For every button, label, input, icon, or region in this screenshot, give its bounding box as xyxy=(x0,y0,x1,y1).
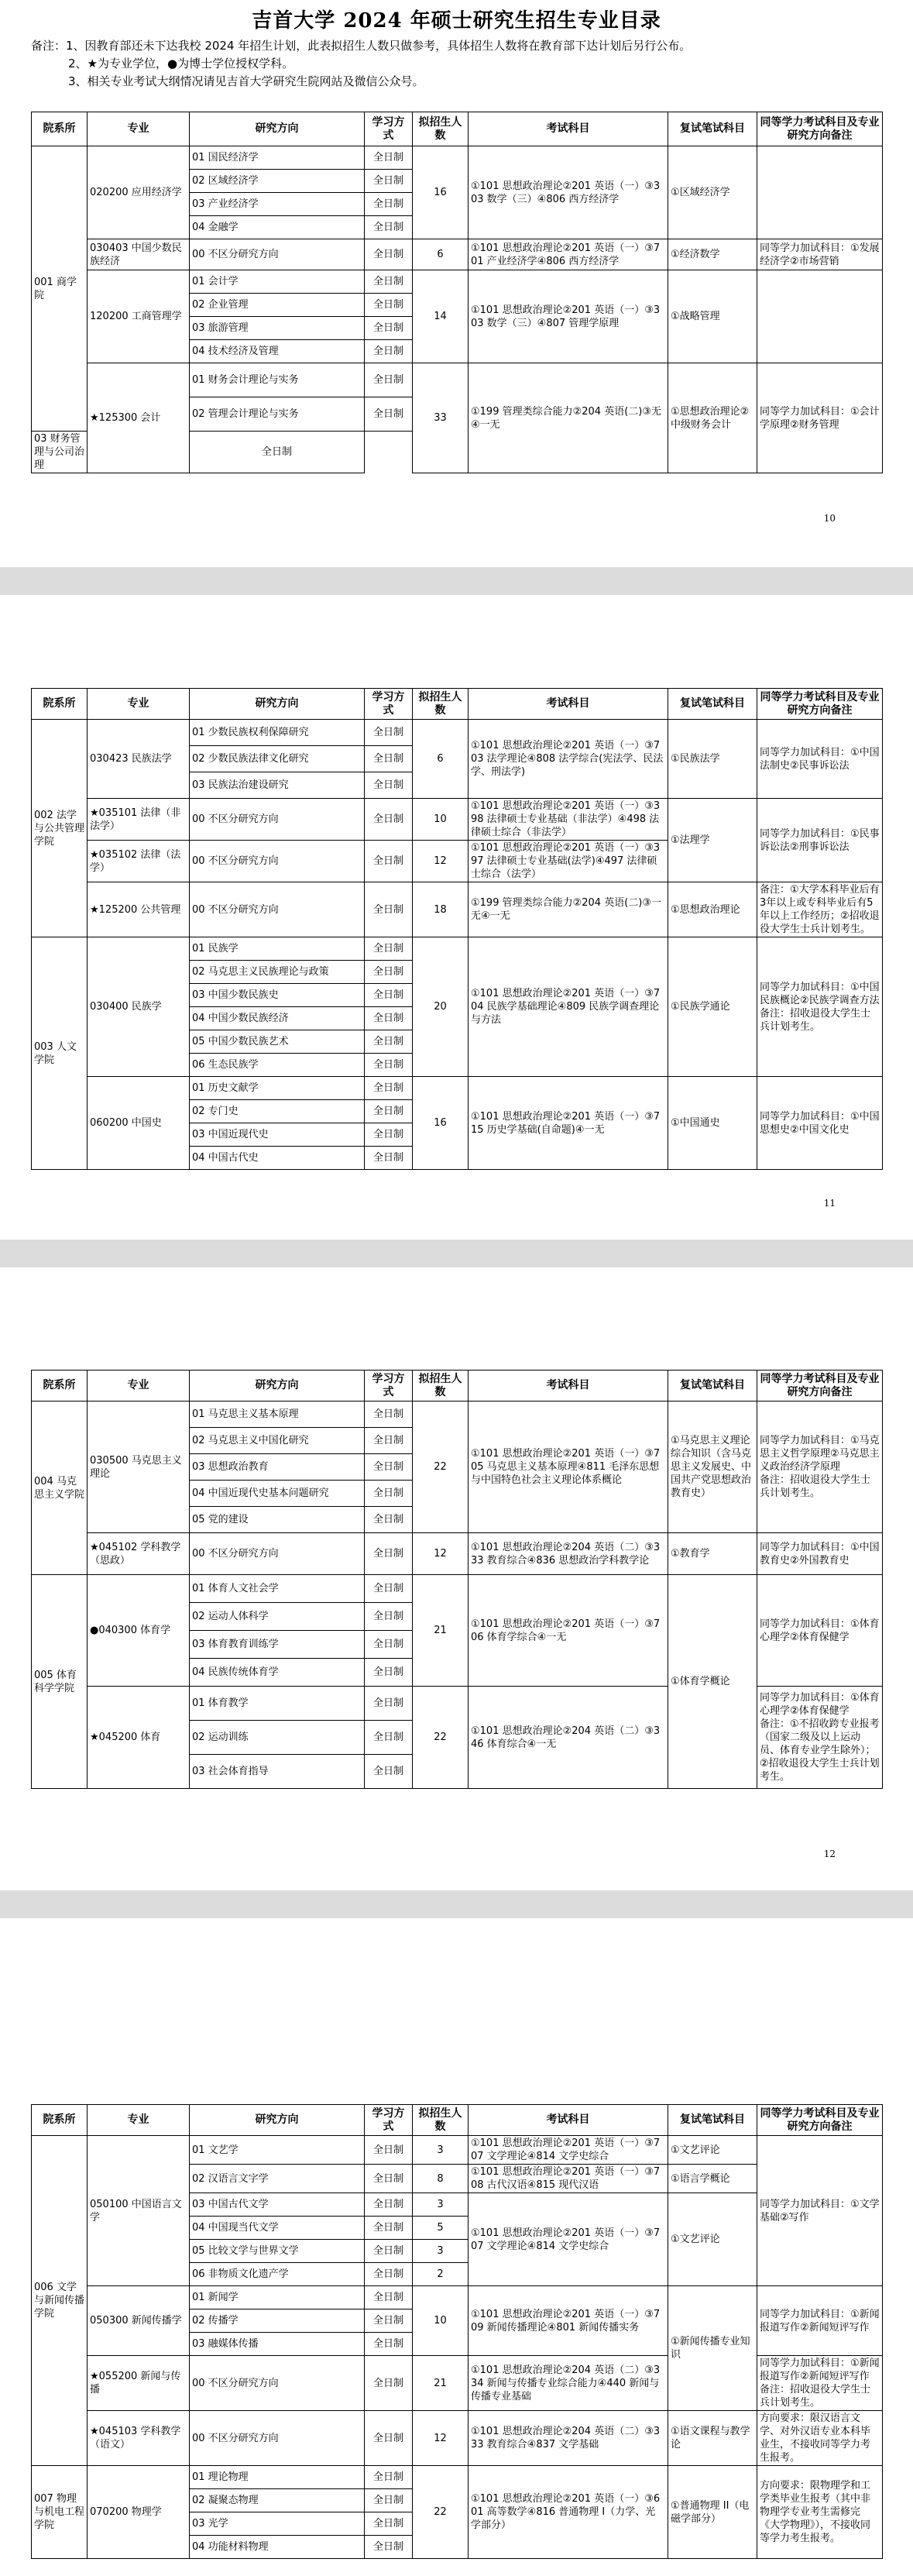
table-cell: 01 少数民族权利保障研究 xyxy=(190,720,365,746)
table-cell: 01 民族学 xyxy=(190,937,365,961)
table-cell: 全日制 xyxy=(365,2466,413,2489)
table-cell: 12 xyxy=(413,2411,469,2466)
table-cell: 全日制 xyxy=(365,841,413,882)
table-cell: ★045200 体育 xyxy=(88,1687,190,1789)
table-cell: ①101 思想政治理论②204 英语（二）③346 体育综合④一无 xyxy=(469,1687,668,1789)
table-cell: 同等学力加试科目：①中国法制史②民事诉讼法 xyxy=(757,720,883,799)
table-cell: ①法理学 xyxy=(668,799,757,882)
table-cell: ①101 思想政治理论②204 英语（二）③334 新闻与传播专业综合能力④440 新闻与传播专业基础 xyxy=(469,2356,668,2411)
table-cell: 03 旅游管理 xyxy=(190,317,365,340)
table-cell: 全日制 xyxy=(365,397,413,432)
table-cell: 120200 工商管理学 xyxy=(88,270,190,363)
table-cell: 030423 民族法学 xyxy=(88,720,190,799)
table-cell: 全日制 xyxy=(365,772,413,799)
table-cell: 03 光学 xyxy=(190,2512,365,2536)
catalog-table xyxy=(31,1370,883,1789)
column-header: 考试科目 xyxy=(469,2105,668,2136)
table-cell: 030500 马克思主义理论 xyxy=(88,1401,190,1533)
table-cell: ★125300 会计 xyxy=(88,363,190,473)
table-cell: ①101 思想政治理论②201 英语（一）③703 法学理论④808 法学综合(宪法学、民法学、刑法学) xyxy=(469,720,668,799)
table-cell: 全日制 xyxy=(365,1575,413,1603)
table-cell: 同等学力加试科目：①民事诉讼法②刑事诉讼法 xyxy=(757,799,883,882)
table-cell: ①经济数学 xyxy=(668,239,757,270)
table-cell: ①区域经济学 xyxy=(668,146,757,239)
table-cell: ①新闻传播专业知识 xyxy=(668,2286,757,2411)
table-row xyxy=(32,1575,883,1603)
table-cell: 00 不区分研究方向 xyxy=(190,841,365,882)
table-cell: 16 xyxy=(413,146,469,239)
table-cell: ★055200 新闻与传播 xyxy=(88,2356,190,2411)
table-cell: 01 会计学 xyxy=(190,270,365,294)
document-page-2 xyxy=(0,595,913,1240)
table-row xyxy=(32,1533,883,1575)
table-cell: ①101 思想政治理论②201 英语（一）③706 体育学综合④一无 xyxy=(469,1575,668,1687)
table-cell: 全日制 xyxy=(365,2165,413,2193)
table-cell: 01 体育人文社会学 xyxy=(190,1575,365,1603)
table-cell: 全日制 xyxy=(365,317,413,340)
table-cell: 方向要求：限汉语言文学、对外汉语专业本科毕业生，不接收同等学力考生报考。 xyxy=(757,2411,883,2466)
table-cell: 03 财务管理与公司治理 xyxy=(32,432,88,473)
table-cell: 全日制 xyxy=(365,2536,413,2559)
table-cell: ①民族学通论 xyxy=(668,937,757,1077)
table-cell: 020200 应用经济学 xyxy=(88,146,190,239)
column-header: 复试笔试科目 xyxy=(668,1371,757,1401)
table-row xyxy=(32,1401,883,1428)
header-row xyxy=(32,2105,883,2136)
page-gap xyxy=(0,1890,913,1918)
table-cell: 全日制 xyxy=(190,432,365,473)
table-cell: 同等学力加试科目：①新闻报道写作②新闻短评写作 xyxy=(757,2286,883,2356)
table-cell: 06 非物质文化遗产学 xyxy=(190,2263,365,2286)
column-header: 拟招生人数 xyxy=(413,1371,469,1401)
column-header: 专业 xyxy=(88,1371,190,1401)
table-cell: 全日制 xyxy=(365,720,413,746)
header-row xyxy=(32,1371,883,1401)
table-cell: 33 xyxy=(413,363,469,473)
table-cell: ①战略管理 xyxy=(668,270,757,363)
table-cell: ①普通物理 II（电磁学部分） xyxy=(668,2466,757,2559)
table-cell: 007 物理与机电工程学院 xyxy=(32,2466,88,2559)
table-cell: ①101 思想政治理论②201 英语（一）③715 历史学基础(自命题)④一无 xyxy=(469,1077,668,1170)
header-row xyxy=(32,112,883,146)
table-row xyxy=(32,720,883,746)
table-cell: ①101 思想政治理论②201 英语（一）③398 法律硕士专业基础（非法学）④498 法律硕士综合（非法学） xyxy=(469,799,668,841)
table-cell: 2 xyxy=(413,2263,469,2286)
table-cell: 全日制 xyxy=(365,1077,413,1100)
table-cell: ①101 思想政治理论②201 英语（一）③303 数学（三）④806 西方经济学 xyxy=(469,146,668,239)
table-cell: 全日制 xyxy=(365,2512,413,2536)
table-cell: 005 体育科学学院 xyxy=(32,1575,88,1789)
table-cell: 01 理论物理 xyxy=(190,2466,365,2489)
table-cell: 050300 新闻传播学 xyxy=(88,2286,190,2356)
table-cell: ①民族法学 xyxy=(668,720,757,799)
table-cell: ①101 思想政治理论②201 英语（一）③601 高等数学④816 普通物理 I（力学、光学部分） xyxy=(469,2466,668,2559)
table-cell: ★045103 学科教学（语文） xyxy=(88,2411,190,2466)
table-cell: 全日制 xyxy=(365,239,413,270)
table-cell: 00 不区分研究方向 xyxy=(190,882,365,937)
table-row xyxy=(32,146,883,170)
column-header: 同等学力考试科目及专业研究方向备注 xyxy=(757,2105,883,2136)
table-cell: 04 中国古代史 xyxy=(190,1147,365,1170)
notes-block xyxy=(0,34,913,91)
table-cell: 全日制 xyxy=(365,1507,413,1533)
table-cell: 全日制 xyxy=(365,1007,413,1030)
table-cell: ●040300 体育学 xyxy=(88,1575,190,1687)
table-cell: 002 法学与公共管理学院 xyxy=(32,720,88,937)
table-cell: ①101 思想政治理论②201 英语（一）③701 产业经济学④806 西方经济学 xyxy=(469,239,668,270)
table-cell: 22 xyxy=(413,1401,469,1533)
table-cell: 04 技术经济及管理 xyxy=(190,340,365,363)
table-cell: ①思想政治理论②中级财务会计 xyxy=(668,363,757,473)
table-cell: 02 汉语言文字学 xyxy=(190,2165,365,2193)
table-cell: 02 运动人体科学 xyxy=(190,1603,365,1631)
table-cell: ①101 思想政治理论②201 英语（一）③303 数学（三）④807 管理学原理 xyxy=(469,270,668,363)
table-cell: 全日制 xyxy=(365,2333,413,2356)
table-cell: 00 不区分研究方向 xyxy=(190,2356,365,2411)
table-cell: ①199 管理类综合能力②204 英语(二)③一无④一无 xyxy=(469,882,668,937)
table-cell: ①文艺评论 xyxy=(668,2193,757,2286)
table-cell: 21 xyxy=(413,1575,469,1687)
table-cell: 18 xyxy=(413,882,469,937)
table-cell: 全日制 xyxy=(365,2309,413,2333)
table-cell: ★035101 法律（非法学） xyxy=(88,799,190,841)
table-cell: 00 不区分研究方向 xyxy=(190,1533,365,1575)
column-header: 复试笔试科目 xyxy=(668,2105,757,2136)
column-header: 研究方向 xyxy=(190,112,365,146)
table-cell: 03 中国少数民族史 xyxy=(190,984,365,1007)
table-cell: 方向要求：限物理学和工学类毕业生报考（其中非物理学专业考生需修完《大学物理》），不接收同等学力考生报考。 xyxy=(757,2466,883,2559)
table-cell: 01 马克思主义基本原理 xyxy=(190,1401,365,1428)
table-cell: 同等学力加试科目：①新闻报道写作②新闻短评写作 备注：招收退役大学生士兵计划考生。 xyxy=(757,2356,883,2411)
table-cell: 03 体育教育训练学 xyxy=(190,1631,365,1659)
table-cell: 全日制 xyxy=(365,1533,413,1575)
table-cell: ①马克思主义理论综合知识（含马克思主义发展史、中国共产党思想政治教育史） xyxy=(668,1401,757,1533)
column-header: 拟招生人数 xyxy=(413,2105,469,2136)
table-cell: 02 马克思主义民族理论与政策 xyxy=(190,961,365,984)
table-cell: 03 社会体育指导 xyxy=(190,1755,365,1789)
table-cell: 04 金融学 xyxy=(190,216,365,239)
table-cell: 05 比较文学与世界文学 xyxy=(190,2240,365,2263)
table-cell: 全日制 xyxy=(365,1481,413,1507)
table-cell: 04 民族传统体育学 xyxy=(190,1659,365,1687)
table-cell: ①体育学概论 xyxy=(668,1575,757,1789)
table-cell: 全日制 xyxy=(365,2411,413,2466)
table-row xyxy=(32,239,883,270)
table-cell: 全日制 xyxy=(365,363,413,397)
table-cell: 全日制 xyxy=(365,882,413,937)
column-header: 学习方式 xyxy=(365,2105,413,2136)
table-cell: 全日制 xyxy=(365,340,413,363)
table-cell: ①101 思想政治理论②201 英语（一）③708 古代汉语④815 现代汉语 xyxy=(469,2165,668,2193)
table-cell: 全日制 xyxy=(365,1755,413,1789)
table-cell: 00 不区分研究方向 xyxy=(190,239,365,270)
table-cell: ①101 思想政治理论②201 英语（一）③707 文学理论④814 文学史综合 xyxy=(469,2193,668,2286)
table-cell: 00 不区分研究方向 xyxy=(190,799,365,841)
table-cell: 同等学力加试科目：①体育心理学②体育保健学 xyxy=(757,1575,883,1687)
table-cell: 03 思想政治教育 xyxy=(190,1454,365,1481)
table-cell: 同等学力加试科目：①中国思想史②中国文化史 xyxy=(757,1077,883,1170)
table-cell: 同等学力加试科目：①体育心理学②体育保健学 备注：①不招收跨专业报考（国家二级及以上运动员、体育专业学生除外）；②招收退役大学生士兵计划考生。 xyxy=(757,1687,883,1789)
table-cell: 030403 中国少数民族经济 xyxy=(88,239,190,270)
table-cell: 6 xyxy=(413,239,469,270)
table-cell: 12 xyxy=(413,841,469,882)
table-cell: 全日制 xyxy=(365,2356,413,2411)
table-row xyxy=(32,799,883,841)
table-cell: 070200 物理学 xyxy=(88,2466,190,2559)
table-cell: 全日制 xyxy=(365,1687,413,1721)
table-cell: 全日制 xyxy=(365,1631,413,1659)
table-cell: 04 中国现当代文学 xyxy=(190,2217,365,2240)
table-cell: ①101 思想政治理论②204 英语（二）③333 教育综合④837 文学基础 xyxy=(469,2411,668,2466)
table-cell: 8 xyxy=(413,2165,469,2193)
column-header: 考试科目 xyxy=(469,1371,668,1401)
table-cell: 全日制 xyxy=(365,1100,413,1123)
table-cell: 全日制 xyxy=(365,2263,413,2286)
table-cell: 01 体育教学 xyxy=(190,1687,365,1721)
catalog-table xyxy=(31,112,883,473)
table-cell: 10 xyxy=(413,2286,469,2356)
column-header: 考试科目 xyxy=(469,112,668,146)
table-row xyxy=(32,2411,883,2466)
table-cell: 03 中国古代文学 xyxy=(190,2193,365,2217)
table-cell: ★045102 学科教学（思政） xyxy=(88,1533,190,1575)
table-cell xyxy=(757,146,883,239)
column-header: 学习方式 xyxy=(365,112,413,146)
column-header: 拟招生人数 xyxy=(413,112,469,146)
table-cell: ①语文课程与教学论 xyxy=(668,2411,757,2466)
column-header: 同等学力考试科目及专业研究方向备注 xyxy=(757,112,883,146)
table-cell: 05 中国少数民族艺术 xyxy=(190,1030,365,1054)
table-cell: 02 区域经济学 xyxy=(190,170,365,193)
table-cell: 01 历史文献学 xyxy=(190,1077,365,1100)
table-cell: ①101 思想政治理论②201 英语（一）③704 民族学基础理论④809 民族学调查理论与方法 xyxy=(469,937,668,1077)
column-header: 复试笔试科目 xyxy=(668,112,757,146)
table-row xyxy=(32,2136,883,2165)
table-cell: 全日制 xyxy=(365,1659,413,1687)
table-cell: 同等学力加试科目：①文学基础②写作 xyxy=(757,2136,883,2286)
table-cell: 全日制 xyxy=(365,2489,413,2512)
table-cell: ①语言学概论 xyxy=(668,2165,757,2193)
column-header: 专业 xyxy=(88,689,190,720)
table-cell: 3 xyxy=(413,2136,469,2165)
column-header: 专业 xyxy=(88,2105,190,2136)
table-cell: 全日制 xyxy=(365,1123,413,1147)
table-cell: 5 xyxy=(413,2217,469,2240)
page-number: 12 xyxy=(823,1849,836,1859)
document-page-3 xyxy=(0,1267,913,1890)
table-cell: 全日制 xyxy=(365,1147,413,1170)
column-header: 专业 xyxy=(88,112,190,146)
column-header: 复试笔试科目 xyxy=(668,689,757,720)
table-cell: 全日制 xyxy=(365,746,413,772)
column-header: 学习方式 xyxy=(365,1371,413,1401)
table-cell: 全日制 xyxy=(365,193,413,216)
table-cell: 03 民族法治建设研究 xyxy=(190,772,365,799)
table-row xyxy=(32,937,883,961)
table-cell: 3 xyxy=(413,2193,469,2217)
note-line: 2、★为专业学位，●为博士学位授权学科。 xyxy=(68,57,294,71)
table-cell: ①199 管理类综合能力②204 英语(二)③无④一无 xyxy=(469,363,668,473)
table-cell: ①101 思想政治理论②201 英语（一）③707 文学理论④814 文学史综合 xyxy=(469,2136,668,2165)
table-cell: 16 xyxy=(413,1077,469,1170)
table-cell: 全日制 xyxy=(365,1603,413,1631)
table-cell: 全日制 xyxy=(365,2136,413,2165)
table-cell: 22 xyxy=(413,2466,469,2559)
table-cell: 02 专门史 xyxy=(190,1100,365,1123)
column-header: 研究方向 xyxy=(190,2105,365,2136)
page-gap xyxy=(0,567,913,595)
table-cell: 全日制 xyxy=(365,1030,413,1054)
table-cell: 同等学力加试科目：①马克思主义哲学原理②马克思主义政治经济学原理 备注：招收退役大学生士兵计划考生。 xyxy=(757,1401,883,1533)
column-header: 拟招生人数 xyxy=(413,689,469,720)
table-cell: 02 企业管理 xyxy=(190,294,365,317)
table-cell: 004 马克思主义学院 xyxy=(32,1401,88,1575)
table-cell: 全日制 xyxy=(365,984,413,1007)
column-header: 院系所 xyxy=(32,2105,88,2136)
table-cell: ①教育学 xyxy=(668,1533,757,1575)
table-cell: 全日制 xyxy=(365,2286,413,2309)
table-cell: 01 文艺学 xyxy=(190,2136,365,2165)
table-cell: 060200 中国史 xyxy=(88,1077,190,1170)
table-cell: 01 新闻学 xyxy=(190,2286,365,2309)
table-cell: 02 马克思主义中国化研究 xyxy=(190,1428,365,1454)
table-cell: 同等学力加试科目：①发展经济学②市场营销 xyxy=(757,239,883,270)
table-cell: 050100 中国语言文学 xyxy=(88,2136,190,2286)
table-row xyxy=(32,363,883,397)
table-cell: 04 中国少数民族经济 xyxy=(190,1007,365,1030)
note-line: 3、相关专业考试大纲情况请见吉首大学研究生院网站及微信公众号。 xyxy=(68,74,424,88)
table-cell: 全日制 xyxy=(365,961,413,984)
table-cell: ①101 思想政治理论②201 英语（一）③397 法律硕士专业基础(法学)④497 法律硕士综合（法学） xyxy=(469,841,668,882)
table-cell: 006 文学与新闻传播学院 xyxy=(32,2136,88,2466)
column-header: 考试科目 xyxy=(469,689,668,720)
column-header: 研究方向 xyxy=(190,689,365,720)
table-cell: 06 生态民族学 xyxy=(190,1054,365,1077)
table-row xyxy=(32,2466,883,2489)
table-cell: 14 xyxy=(413,270,469,363)
column-header: 院系所 xyxy=(32,689,88,720)
table-cell: 030400 民族学 xyxy=(88,937,190,1077)
table-cell: 04 中国近现代史基本问题研究 xyxy=(190,1481,365,1507)
table-cell: 00 不区分研究方向 xyxy=(190,2411,365,2466)
table-cell: 全日制 xyxy=(365,1401,413,1428)
table-row xyxy=(32,882,883,937)
table-cell: 03 中国近现代史 xyxy=(190,1123,365,1147)
document-page-1 xyxy=(0,0,913,567)
table-cell: ★125200 公共管理 xyxy=(88,882,190,937)
column-header: 学习方式 xyxy=(365,689,413,720)
table-cell: 全日制 xyxy=(365,270,413,294)
column-header: 院系所 xyxy=(32,1371,88,1401)
table-cell: 003 人文学院 xyxy=(32,937,88,1170)
table-cell: 05 党的建设 xyxy=(190,1507,365,1533)
table-cell: ①101 思想政治理论②201 英语（一）③705 马克思主义基本原理④811 毛泽东思想与中国特色社会主义理论体系概论 xyxy=(469,1401,668,1533)
page-number: 10 xyxy=(823,513,836,524)
table-cell: 同等学力加试科目：①中国民族概论②民族学调查方法 备注：招收退役大学生士兵计划考生。 xyxy=(757,937,883,1077)
table-cell: 全日制 xyxy=(365,937,413,961)
table-cell: 全日制 xyxy=(365,799,413,841)
table-cell: 01 财务会计理论与实务 xyxy=(190,363,365,397)
table-row xyxy=(32,1077,883,1100)
table-cell: ①文艺评论 xyxy=(668,2136,757,2165)
table-cell: 全日制 xyxy=(365,1054,413,1077)
table-cell: 001 商学院 xyxy=(32,146,88,432)
header-row xyxy=(32,689,883,720)
table-cell: 3 xyxy=(413,2240,469,2263)
table-cell: 全日制 xyxy=(365,216,413,239)
table-cell: 同等学力加试科目：①会计学原理②财务管理 xyxy=(757,363,883,473)
table-cell: ①101 思想政治理论②201 英语（一）③709 新闻传播理论④801 新闻传播实务 xyxy=(469,2286,668,2356)
table-cell: 6 xyxy=(413,720,469,799)
table-cell: 备注：①大学本科毕业后有3年以上或专科毕业后有5年以上工作经历；②招收退役大学生士兵计划考生。 xyxy=(757,882,883,937)
table-cell: 10 xyxy=(413,799,469,841)
table-cell: 21 xyxy=(413,2356,469,2411)
note-line: 备注：1、因教育部还未下达我校 2024 年招生计划，此表拟招生人数只做参考，具体招生人数将在教育部下达计划后另行公布。 xyxy=(31,39,692,53)
column-header: 同等学力考试科目及专业研究方向备注 xyxy=(757,1371,883,1401)
table-cell: 同等学力加试科目：①中国教育史②外国教育史 xyxy=(757,1533,883,1575)
table-cell: 02 运动训练 xyxy=(190,1721,365,1755)
table-cell: 02 少数民族法律文化研究 xyxy=(190,746,365,772)
document-title: 吉首大学 2024 年硕士研究生招生专业目录 xyxy=(252,9,661,33)
table-cell: 04 功能材料物理 xyxy=(190,2536,365,2559)
table-row xyxy=(32,270,883,294)
page-gap xyxy=(0,1240,913,1267)
table-cell: 03 产业经济学 xyxy=(190,193,365,216)
table-cell: 全日制 xyxy=(365,2240,413,2263)
column-header: 同等学力考试科目及专业研究方向备注 xyxy=(757,689,883,720)
table-cell: 全日制 xyxy=(365,294,413,317)
table-cell: 全日制 xyxy=(365,2193,413,2217)
table-cell: 02 传播学 xyxy=(190,2309,365,2333)
table-cell: 02 管理会计理论与实务 xyxy=(190,397,365,432)
catalog-table xyxy=(31,688,883,1170)
table-cell: 全日制 xyxy=(365,146,413,170)
table-cell: 01 国民经济学 xyxy=(190,146,365,170)
table-cell: 全日制 xyxy=(365,1428,413,1454)
table-cell: ①思想政治理论 xyxy=(668,882,757,937)
table-cell: 12 xyxy=(413,1533,469,1575)
table-cell: 22 xyxy=(413,1687,469,1789)
table-cell: 20 xyxy=(413,937,469,1077)
table-cell: 全日制 xyxy=(365,170,413,193)
table-cell: 全日制 xyxy=(365,1454,413,1481)
table-cell: 全日制 xyxy=(365,1721,413,1755)
document-page-4 xyxy=(0,1918,913,2576)
table-row xyxy=(32,2286,883,2309)
table-cell xyxy=(757,270,883,363)
table-cell: 03 融媒体传播 xyxy=(190,2333,365,2356)
table-cell: ★035102 法律（法学） xyxy=(88,841,190,882)
page-number: 11 xyxy=(823,1198,836,1209)
column-header: 研究方向 xyxy=(190,1371,365,1401)
catalog-table xyxy=(31,2104,883,2559)
table-cell: ①101 思想政治理论②204 英语（二）③333 教育综合④836 思想政治学科教学论 xyxy=(469,1533,668,1575)
table-cell: 02 凝聚态物理 xyxy=(190,2489,365,2512)
table-cell: 全日制 xyxy=(365,2217,413,2240)
table-cell: ①中国通史 xyxy=(668,1077,757,1170)
column-header: 院系所 xyxy=(32,112,88,146)
